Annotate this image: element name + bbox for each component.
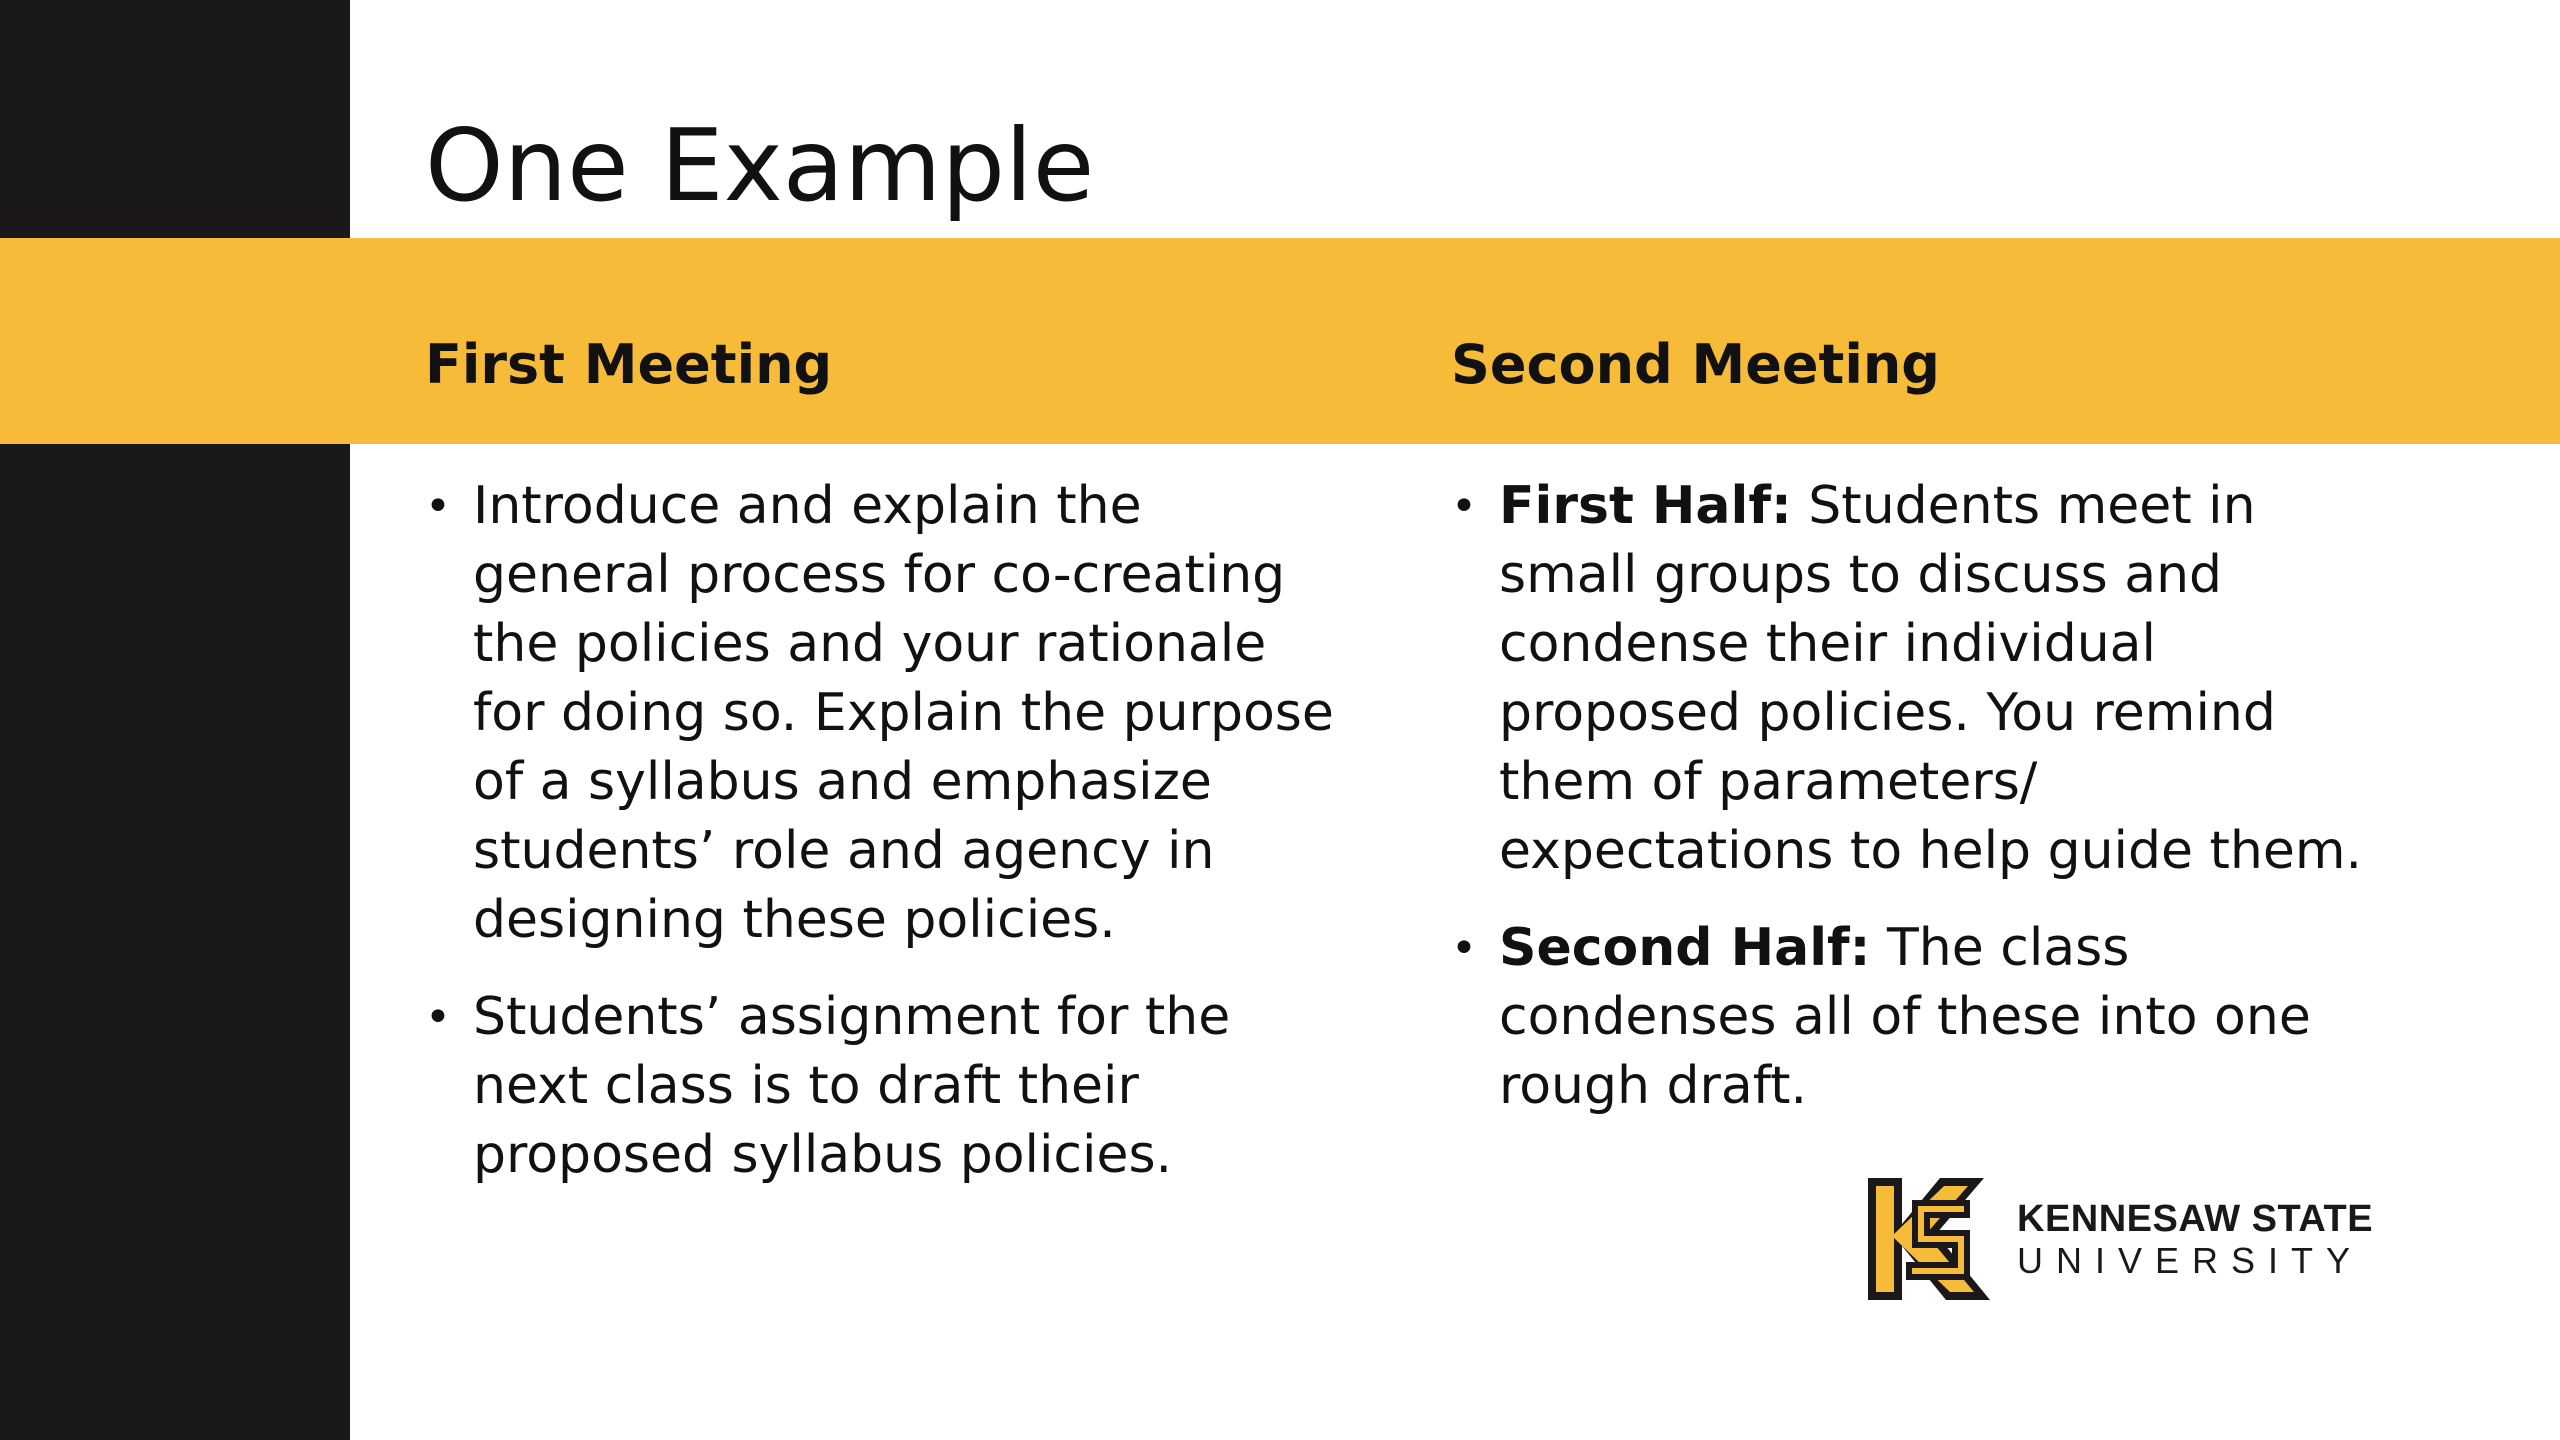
bullet-icon: • [1451, 481, 1477, 532]
bullet-lead: First Half: [1499, 476, 1792, 536]
logo-wordmark-line1: KENNESAW STATE [2017, 1198, 2374, 1240]
slide-title: One Example [425, 107, 1095, 224]
first-meeting-column [425, 472, 1345, 1218]
first-meeting-bullets [425, 472, 1345, 1190]
second-meeting-column [1451, 472, 2381, 1149]
second-meeting-bullets [1451, 472, 2381, 1121]
university-logo [1862, 1172, 2402, 1306]
second-meeting-heading: Second Meeting [1451, 333, 1940, 396]
bullet-item [1451, 914, 2381, 1121]
bullet-icon: • [1451, 923, 1477, 974]
bullet-text: Students’ assignment for the next class is to draft their proposed syllabus policies. [473, 987, 1231, 1185]
bullet-icon: • [425, 992, 451, 1043]
bullet-text: The class condenses all of these into one rough draft. [1499, 918, 2311, 1116]
bullet-lead: Second Half: [1499, 918, 1871, 978]
first-meeting-heading: First Meeting [425, 333, 833, 396]
bullet-icon: • [425, 481, 451, 532]
header-band [0, 238, 2560, 444]
bullet-item [425, 983, 1345, 1190]
ks-monogram-icon [1862, 1172, 1996, 1306]
bullet-item [1451, 472, 2381, 886]
bullet-text: Students meet in small groups to discuss and condense their individual proposed policies. You remind them of parameters/ expectations to help guide them. [1499, 476, 2363, 881]
left-accent-bar [0, 0, 350, 1440]
bullet-text: Introduce and explain the general process for co-creating the policies and your rationale for doing so. Explain the purpose of a syllabus and emphasize students’ role and agency in designing these policies. [473, 476, 1334, 950]
bullet-item [425, 472, 1345, 955]
logo-wordmark-line2: UNIVERSITY [2017, 1240, 2364, 1281]
